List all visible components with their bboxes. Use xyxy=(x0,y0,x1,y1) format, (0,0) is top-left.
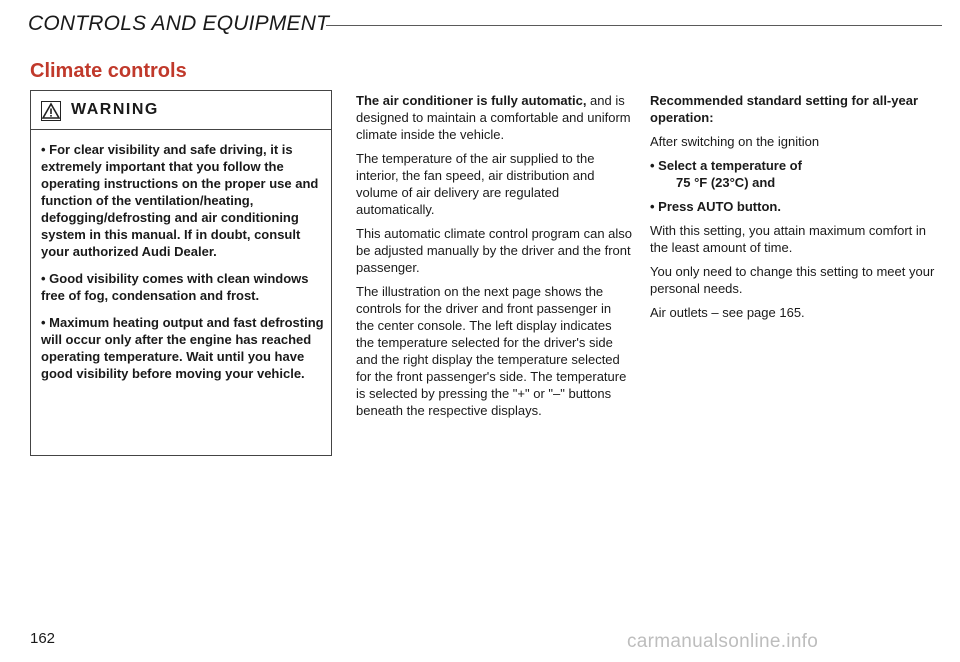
recommended-heading: Recommended standard setting for all-year operation: xyxy=(650,93,919,125)
column-automatic-ac xyxy=(356,92,632,426)
warning-triangle-icon xyxy=(41,101,61,121)
paragraph: You only need to change this setting to meet your personal needs. xyxy=(650,264,935,296)
page-header xyxy=(28,12,948,42)
warning-divider xyxy=(31,129,331,130)
paragraph: Air outlets – see page 165. xyxy=(650,305,805,320)
intro-rest: and is designed to maintain a comfortable and uniform climate inside the vehicle. xyxy=(356,93,631,142)
intro-bold: The air conditioner is fully automatic, xyxy=(356,93,587,108)
warning-box xyxy=(30,90,332,456)
paragraph: The illustration on the next page shows the controls for the driver and front passenger in the center console. The left display indicates the temperature selected for the driver's side and the right display the temperature selected for the front passenger's side. The temperature is selected by pressing the "+" or "–" buttons beneath the respective displays. xyxy=(356,284,627,418)
header-title: CONTROLS AND EQUIPMENT xyxy=(28,12,330,35)
watermark: carmanualsonline.info xyxy=(627,631,819,652)
paragraph: The temperature of the air supplied to the interior, the fan speed, air distribution and volume of air delivery are regulated automatically. xyxy=(356,151,595,217)
paragraph: This automatic climate control program can also be adjusted manually by the driver and the front passenger. xyxy=(356,226,633,275)
bullet-press-auto: • Press AUTO button. xyxy=(650,199,781,214)
warning-label: WARNING xyxy=(71,101,159,118)
bullet-select-temp-value: 75 °F (23°C) and xyxy=(676,175,776,190)
paragraph: With this setting, you attain maximum comfort in the least amount of time. xyxy=(650,223,926,255)
header-rule xyxy=(326,25,942,26)
warning-paragraph: • Good visibility comes with clean windows free of fog, condensation and frost. xyxy=(41,271,309,303)
intro-paragraph xyxy=(356,92,632,143)
warning-paragraph: • Maximum heating output and fast defrosting will occur only after the engine has reached operating temperature. Wait until you have good visibility before moving your vehicle. xyxy=(41,315,324,381)
warning-header xyxy=(31,91,331,129)
bullet-select-temp: • Select a temperature of xyxy=(650,158,802,173)
paragraph: After switching on the ignition xyxy=(650,134,820,149)
page-number: 162 xyxy=(30,630,56,647)
warning-paragraph: • For clear visibility and safe driving, it is extremely important that you follow the operating instructions on the proper use and function of the ventilation/heating, defogging/defrosting and air conditioning system in this manual. If in doubt, consult your authorized Audi Dealer. xyxy=(41,142,319,259)
column-recommended-setting xyxy=(650,92,946,328)
warning-body xyxy=(41,141,325,392)
section-title: Climate controls xyxy=(30,60,187,82)
